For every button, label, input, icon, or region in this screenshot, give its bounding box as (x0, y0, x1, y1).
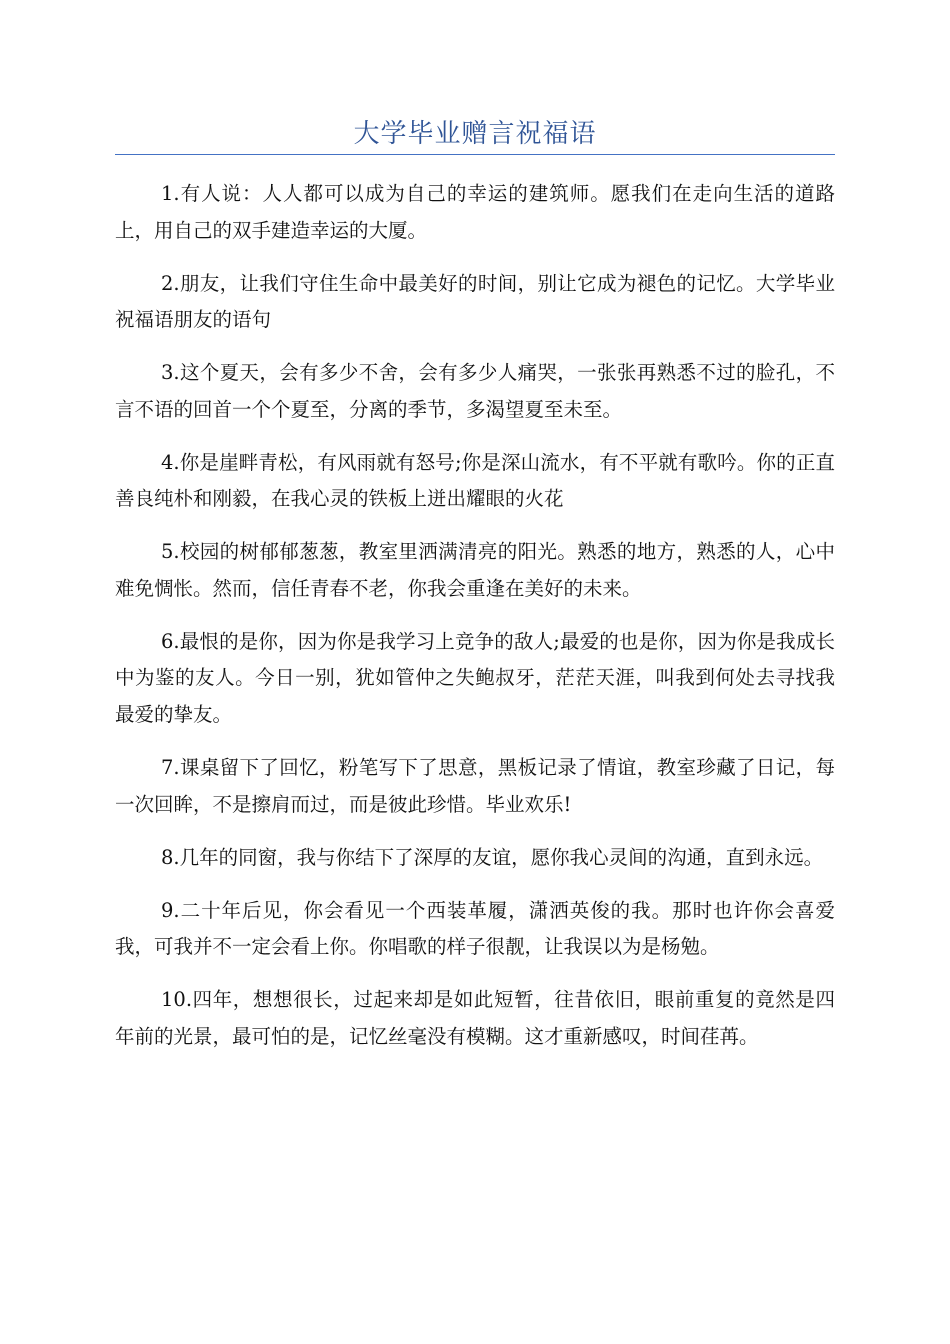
paragraph-7: 7.课桌留下了回忆，粉笔写下了思意，黑板记录了情谊，教室珍藏了日记，每一次回眸，不是擦肩而过，而是彼此珍惜。毕业欢乐! (115, 756, 835, 816)
paragraph-8: 8.几年的同窗，我与你结下了深厚的友谊，愿你我心灵间的沟通，直到永远。 (161, 845, 824, 869)
paragraph-1: 1.有人说：人人都可以成为自己的幸运的建筑师。愿我们在走向生活的道路上，用自己的双手建造幸运的大厦。 (115, 182, 835, 242)
paragraph-2: 2.朋友，让我们守住生命中最美好的时间，别让它成为褪色的记忆。大学毕业祝福语朋友的语句 (115, 271, 835, 332)
paragraph-6: 6.最恨的是你，因为你是我学习上竞争的敌人;最爱的也是你，因为你是我成长中为鉴的友人。今日一别，犹如管仲之失鲍叔牙，茫茫天涯，叫我到何处去寻找我最爱的挚友。 (115, 629, 835, 726)
document-body (115, 176, 835, 1072)
document-title: 大学毕业赠言祝福语 (353, 119, 597, 149)
paragraph-5: 5.校园的树郁郁葱葱，教室里洒满清亮的阳光。熟悉的地方，熟悉的人，心中难免惆怅。然而，信任青春不老，你我会重逢在美好的未来。 (115, 540, 835, 600)
paragraph-4: 4.你是崖畔青松，有风雨就有怒号;你是深山流水，有不平就有歌吟。你的正直善良纯朴和刚毅，在我心灵的铁板上迸出耀眼的火花 (115, 450, 835, 511)
paragraph-10: 10.四年，想想很长，过起来却是如此短暂，往昔依旧，眼前重复的竟然是四年前的光景，最可怕的是，记忆丝毫没有模糊。这才重新感叹，时间荏苒。 (115, 988, 835, 1048)
paragraph-3: 3.这个夏天，会有多少不舍，会有多少人痛哭，一张张再熟悉不过的脸孔，不言不语的回首一个个夏至，分离的季节，多渴望夏至未至。 (115, 361, 835, 421)
paragraph-9: 9.二十年后见，你会看见一个西装革履，潇洒英俊的我。那时也许你会喜爱我，可我并不一定会看上你。你唱歌的样子很靓，让我误以为是杨勉。 (115, 898, 835, 959)
title-underline (115, 154, 835, 155)
